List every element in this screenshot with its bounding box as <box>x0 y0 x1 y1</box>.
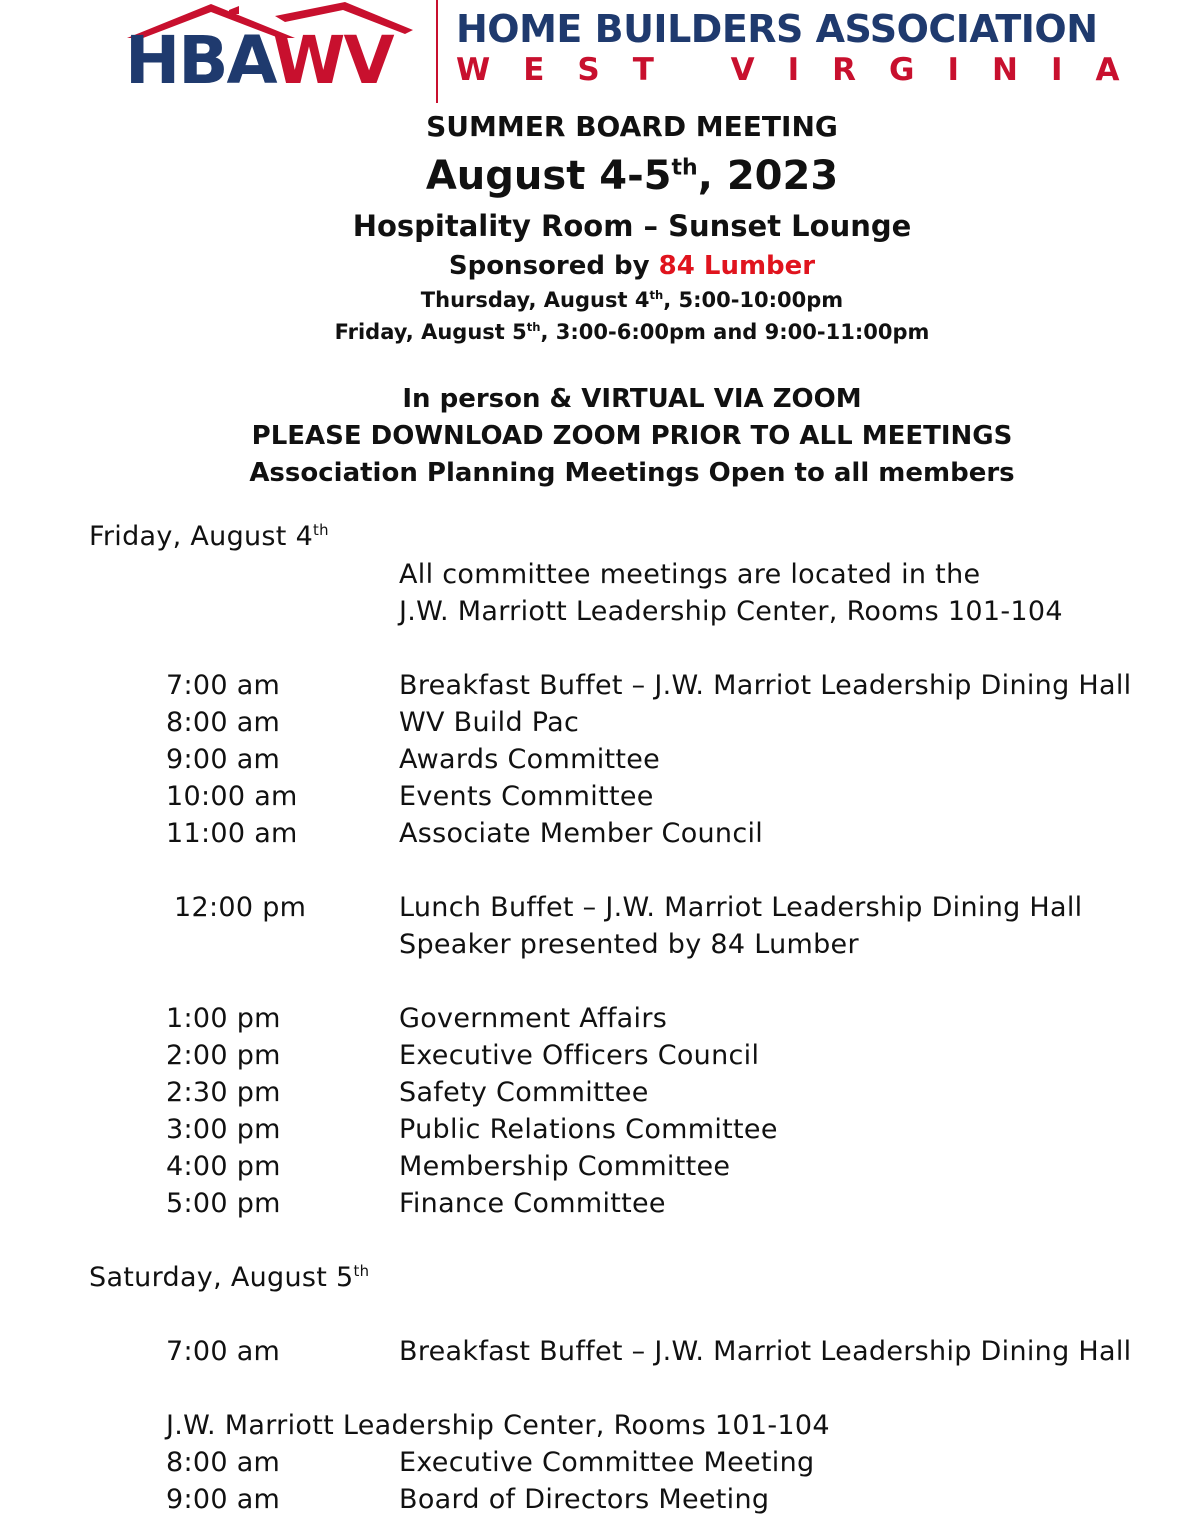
day2-label: Saturday, August 5 <box>89 1262 354 1293</box>
sponsor-prefix: Sponsored by <box>448 251 659 281</box>
hospitality-friday <box>0 322 1200 343</box>
schedule-event: Associate Member Council <box>399 818 764 849</box>
schedule-time: 12:00 pm <box>174 892 307 923</box>
day1-label-sup: th <box>313 521 329 539</box>
schedule-time: 8:00 am <box>166 1447 281 1478</box>
meeting-date <box>0 153 1200 199</box>
schedule-event: Board of Directors Meeting <box>399 1484 770 1515</box>
friday-suffix: , 3:00-6:00pm and 9:00-11:00pm <box>540 320 930 344</box>
hospitality-room: Hospitality Room – Sunset Lounge <box>352 209 912 243</box>
thursday-sup: th <box>649 288 664 302</box>
sponsor-line <box>0 253 1200 279</box>
meeting-date-prefix: August 4-5 <box>425 153 672 199</box>
hospitality-thursday <box>0 290 1200 311</box>
schedule-time: 9:00 am <box>166 1484 281 1515</box>
location-note-saturday: J.W. Marriott Leadership Center, Rooms 101-104 <box>166 1410 830 1441</box>
schedule-event: Breakfast Buffet – J.W. Marriot Leadership Dining Hall <box>399 670 1132 701</box>
schedule-time: 7:00 am <box>166 1336 281 1367</box>
schedule-time: 8:00 am <box>166 707 281 738</box>
meeting-date-suffix: , 2023 <box>697 153 839 199</box>
schedule-event: Events Committee <box>399 781 654 812</box>
schedule-time: 4:00 pm <box>166 1151 281 1182</box>
schedule-event: Breakfast Buffet – J.W. Marriot Leadership Dining Hall <box>399 1336 1132 1367</box>
meeting-date-sup: th <box>671 155 698 181</box>
day-heading-friday <box>89 523 329 550</box>
location-note-line-2: J.W. Marriott Leadership Center, Rooms 101-104 <box>399 596 1063 627</box>
zoom-line-2: PLEASE DOWNLOAD ZOOM PRIOR TO ALL MEETINGS <box>251 421 1013 451</box>
friday-prefix: Friday, August 5 <box>334 320 527 344</box>
schedule-time: 2:00 pm <box>166 1040 281 1071</box>
logo-mark <box>125 22 393 99</box>
schedule-time: 2:30 pm <box>166 1077 281 1108</box>
schedule-time: 5:00 pm <box>166 1188 281 1219</box>
logo-mark-wv: WV <box>272 22 393 99</box>
schedule-event: Executive Committee Meeting <box>399 1447 815 1478</box>
schedule-time: 10:00 am <box>166 781 298 812</box>
lunch-speaker-note: Speaker presented by 84 Lumber <box>399 929 859 960</box>
sponsor-name: 84 Lumber <box>658 251 816 281</box>
org-state: WEST VIRGINIA <box>456 52 1153 88</box>
logo-mark-hb: HBA <box>125 22 273 99</box>
day1-label: Friday, August 4 <box>89 521 314 552</box>
zoom-line-1: In person & VIRTUAL VIA ZOOM <box>402 384 862 414</box>
org-name: HOME BUILDERS ASSOCIATION <box>456 7 1098 51</box>
schedule-time: 3:00 pm <box>166 1114 281 1145</box>
thursday-suffix: , 5:00-10:00pm <box>663 288 844 312</box>
zoom-line-3: Association Planning Meetings Open to all members <box>249 458 1015 488</box>
schedule-event: Public Relations Committee <box>399 1114 778 1145</box>
schedule-event: Executive Officers Council <box>399 1040 760 1071</box>
location-note-line-1: All committee meetings are located in the <box>399 559 981 590</box>
schedule-event: Membership Committee <box>399 1151 731 1182</box>
schedule-time: 7:00 am <box>166 670 281 701</box>
meeting-title: SUMMER BOARD MEETING <box>426 110 838 143</box>
schedule-time: 9:00 am <box>166 744 281 775</box>
schedule-event: Finance Committee <box>399 1188 666 1219</box>
schedule-time: 1:00 pm <box>166 1003 281 1034</box>
hbawv-logo <box>125 0 1153 105</box>
schedule-event: Awards Committee <box>399 744 661 775</box>
thursday-prefix: Thursday, August 4 <box>420 288 650 312</box>
logo-divider <box>436 0 438 103</box>
schedule-event: Lunch Buffet – J.W. Marriot Leadership Dining Hall <box>399 892 1083 923</box>
schedule-time: 11:00 am <box>166 818 298 849</box>
schedule-event: WV Build Pac <box>399 707 580 738</box>
day-heading-saturday <box>89 1264 369 1291</box>
schedule-event: Safety Committee <box>399 1077 649 1108</box>
schedule-event: Government Affairs <box>399 1003 668 1034</box>
friday-sup: th <box>526 320 541 334</box>
day2-label-sup: th <box>353 1262 370 1280</box>
